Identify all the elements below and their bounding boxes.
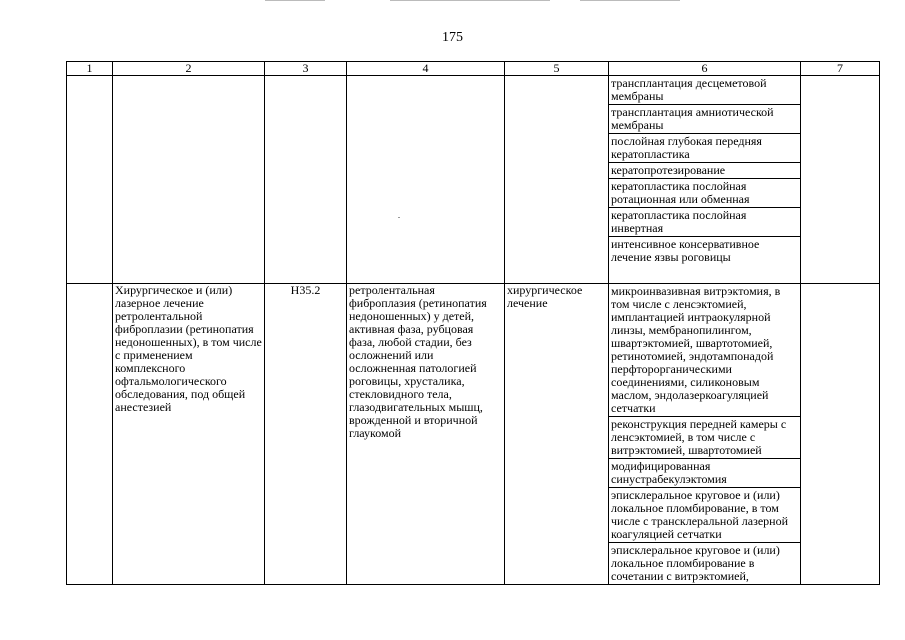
block2-model: ретролентальная фиброплазия (ретинопатия недоношенных) у детей, активная фаза, рубцовая фаза, любой стадии, без осложнений или осложненная патологией роговицы, хрусталика, стекловидного тела, глазодвигательных мышц, врожденной и вторичной глаукомой	[347, 284, 505, 585]
medical-care-table	[66, 61, 880, 585]
block2-col7	[801, 284, 880, 585]
header-col-3: 3	[265, 62, 347, 76]
block2-code: H35.2	[265, 284, 347, 585]
method-item: эписклеральное круговое и (или) локальное пломбирование, в том числе с трансклеральной лазерной коагуляцией сетчатки	[609, 488, 800, 543]
scan-artifact-dot	[398, 217, 400, 218]
method-item: модифицированная синустрабекулэктомия	[609, 459, 800, 488]
header-col-5: 5	[505, 62, 609, 76]
header-col-1: 1	[67, 62, 113, 76]
method-item: трансплантация десцеметовой мембраны	[609, 76, 800, 105]
block2-treatment: хирургическое лечение	[505, 284, 609, 585]
top-scan-line-right	[580, 0, 680, 1]
method-item: реконструкция передней камеры с ленсэктомией, в том числе с витрэктомией, швартотомией	[609, 417, 800, 459]
header-row	[67, 62, 880, 76]
header-col-7: 7	[801, 62, 880, 76]
header-col-4: 4	[347, 62, 505, 76]
method-item: кератопротезирование	[609, 163, 800, 179]
block2-name: Хирургическое и (или) лазерное лечение ретролентальной фиброплазии (ретинопатия недоношенных), в том числе с применением комплексного офтальмологического обследования, под общей анестезией	[113, 284, 265, 585]
block1-treatment	[505, 76, 609, 284]
table-row-block1	[67, 76, 880, 284]
top-scan-line-mid	[390, 0, 550, 1]
method-item: микроинвазивная витрэктомия, в том числе с ленсэктомией, имплантацией интраокулярной линзы, мембранопилингом, швартэктомией, швартотомией, ретинотомией, эндотампонадой перфторорганическими соединениями, силиконовым маслом, эндолазеркоагуляцией сетчатки	[609, 284, 800, 417]
block1-code	[265, 76, 347, 284]
method-item: интенсивное консервативное лечение язвы роговицы	[611, 237, 760, 264]
block1-col7	[801, 76, 880, 284]
top-scan-line-left	[265, 0, 325, 1]
method-item: кератопластика послойная инвертная	[609, 208, 800, 237]
header-col-2: 2	[113, 62, 265, 76]
page-number: 175	[442, 30, 463, 45]
block1-methods	[609, 76, 801, 284]
method-item: послойная глубокая передняя кератопластика	[609, 134, 800, 163]
table-row-block2	[67, 284, 880, 585]
method-item: эписклеральное круговое и (или) локальное пломбирование в сочетании с витрэктомией,	[611, 543, 780, 583]
header-col-6: 6	[609, 62, 801, 76]
method-item: трансплантация амниотической мембраны	[609, 105, 800, 134]
method-item: кератопластика послойная ротационная или обменная	[609, 179, 800, 208]
block1-name	[113, 76, 265, 284]
block1-col1	[67, 76, 113, 284]
block2-col1	[67, 284, 113, 585]
block2-methods	[609, 284, 801, 585]
block1-model	[347, 76, 505, 284]
